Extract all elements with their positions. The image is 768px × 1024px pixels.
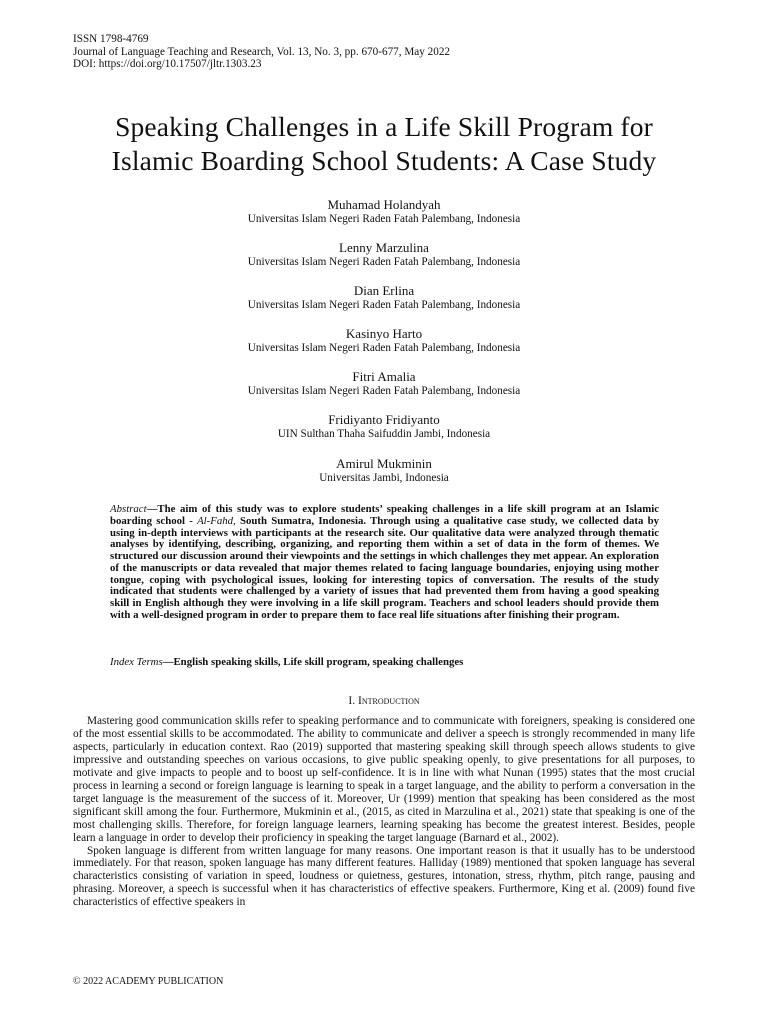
abstract-label: Abstract: [110, 503, 147, 515]
author-entry: [0, 197, 768, 240]
author-name: Muhamad Holandyah: [327, 197, 441, 212]
author-entry: [0, 283, 768, 326]
author-affiliation: Universitas Islam Negeri Raden Fatah Palembang, Indonesia: [247, 342, 521, 355]
author-name: Lenny Marzulina: [339, 240, 429, 256]
title-line-1: Speaking Challenges in a Life Skill Program for: [115, 111, 653, 142]
abstract-text-2: South Sumatra, Indonesia. Through using a qualitative case study, we collected data by using in-depth interviews with participants at the research site. Our qualitative data were analyzed through thematic analyses by identifying, describing, organizing, and reporting them within a set of data in the form of themes. We structured our discussion around their viewpoints and the settings in which challenges they met appear. An exploration of the manuscripts or data revealed that major themes related to facing language boundaries, enjoying using mother tongue, coping with psychological issues, looking for interesting topics of conversation. The results of the study indicated that students were challenged by a variety of issues that had prevented them from having a good speaking skill in English although they were involving in a life skill program. Teachers and school leaders should provide them with a well-designed program in order to prepare them to face real life situations after finishing their program.: [110, 514, 659, 621]
issn: ISSN 1798-4769: [73, 33, 149, 45]
section-heading-introduction: [0, 694, 768, 708]
author-entry: [0, 326, 768, 369]
abstract: [110, 504, 659, 622]
page-footer: © 2022 ACADEMY PUBLICATION: [73, 976, 224, 987]
author-name: Amirul Mukminin: [336, 455, 432, 471]
author-entry: [0, 412, 768, 455]
author-list: [0, 197, 768, 499]
index-terms-label: Index Terms: [110, 656, 163, 668]
author-affiliation: UIN Sulthan Thaha Saifuddin Jambi, Indonesia: [277, 428, 491, 441]
introduction-body: [73, 715, 695, 909]
section-number: I.: [348, 694, 359, 707]
abstract-school-name: Al-Fahd,: [197, 514, 236, 527]
section-title: Introduction: [358, 694, 420, 707]
author-entry: [0, 369, 768, 412]
author-name: Kasinyo Harto: [345, 326, 423, 342]
journal-citation: Journal of Language Teaching and Research, Vol. 13, No. 3, pp. 670-677, May 2022: [73, 45, 451, 58]
author-entry: [0, 240, 768, 283]
doi: DOI: https://doi.org/10.17507/jltr.1303.23: [73, 58, 262, 71]
body-paragraph: Spoken language is different from written language for many reasons. One important reason is that it usually has to be understood immediately. For that reason, spoken language has many different features. Halliday (1989) mentioned that spoken language has several characteristics consisting of variation in speed, loudness or quietness, gestures, intonation, stress, rhythm, pitch range, pausing and phrasing. Moreover, a speech is successful when it has characteristics of effective speakers. Furthermore, King et al. (2009) found five characteristics of effective speakers in: [73, 844, 695, 909]
author-affiliation: Universitas Islam Negeri Raden Fatah Palembang, Indonesia: [247, 256, 521, 269]
index-terms-text: —English speaking skills, Life skill program, speaking challenges: [162, 656, 464, 668]
body-paragraph: Mastering good communication skills refer to speaking performance and to communicate with foreigners, speaking is considered one of the most essential skills to be accommodated. The ability to communicate and deliver a speech is strongly recommended in many life aspects, particularly in education context. Rao (2019) supported that mastering speaking skill through speech allows students to give impressive and outstanding speeches on various occasions, to give public speaking openly, to give presentations for all purposes, to motivate and give impacts to people and to boost up self-confidence. It is in line with what Nunan (1995) states that the most crucial process in learning a second or foreign language is learning to speak in a target language, and the ability to perform a conversation in the target language is the measurement of the success of it. Moreover, Ur (1999) mention that speaking has been considered as the most significant skill among the four. Furthermore, Mukminin et al., (2015, as cited in Marzulina et al., 2021) state that speaking is one of the most challenging skills. Therefore, for foreign language learners, learning speaking has become the greatest interest. Besides, people learn a language in order to develop their proficiency in speaking the target language (Barnard et al., 2002).: [73, 715, 695, 844]
author-name: Fitri Amalia: [352, 369, 416, 385]
abstract-dash: —: [146, 503, 158, 515]
title-line-2: Islamic Boarding School Students: A Case Study: [111, 145, 657, 176]
author-name: Fridiyanto Fridiyanto: [328, 412, 440, 428]
author-affiliation: Universitas Islam Negeri Raden Fatah Palembang, Indonesia: [247, 385, 521, 398]
author-affiliation: Universitas Jambi, Indonesia: [319, 471, 449, 484]
author-affiliation: Universitas Islam Negeri Raden Fatah Palembang, Indonesia: [247, 299, 521, 312]
author-affiliation: Universitas Islam Negeri Raden Fatah Palembang, Indonesia: [247, 213, 521, 225]
paper-title: [40, 110, 728, 178]
index-terms: [110, 656, 659, 668]
abstract-text-1: The aim of this study was to explore students’ speaking challenges in a life skill program at an Islamic boarding school -: [110, 503, 659, 527]
author-name: Dian Erlina: [353, 283, 415, 299]
author-entry: [0, 456, 768, 499]
running-header: [73, 33, 450, 71]
